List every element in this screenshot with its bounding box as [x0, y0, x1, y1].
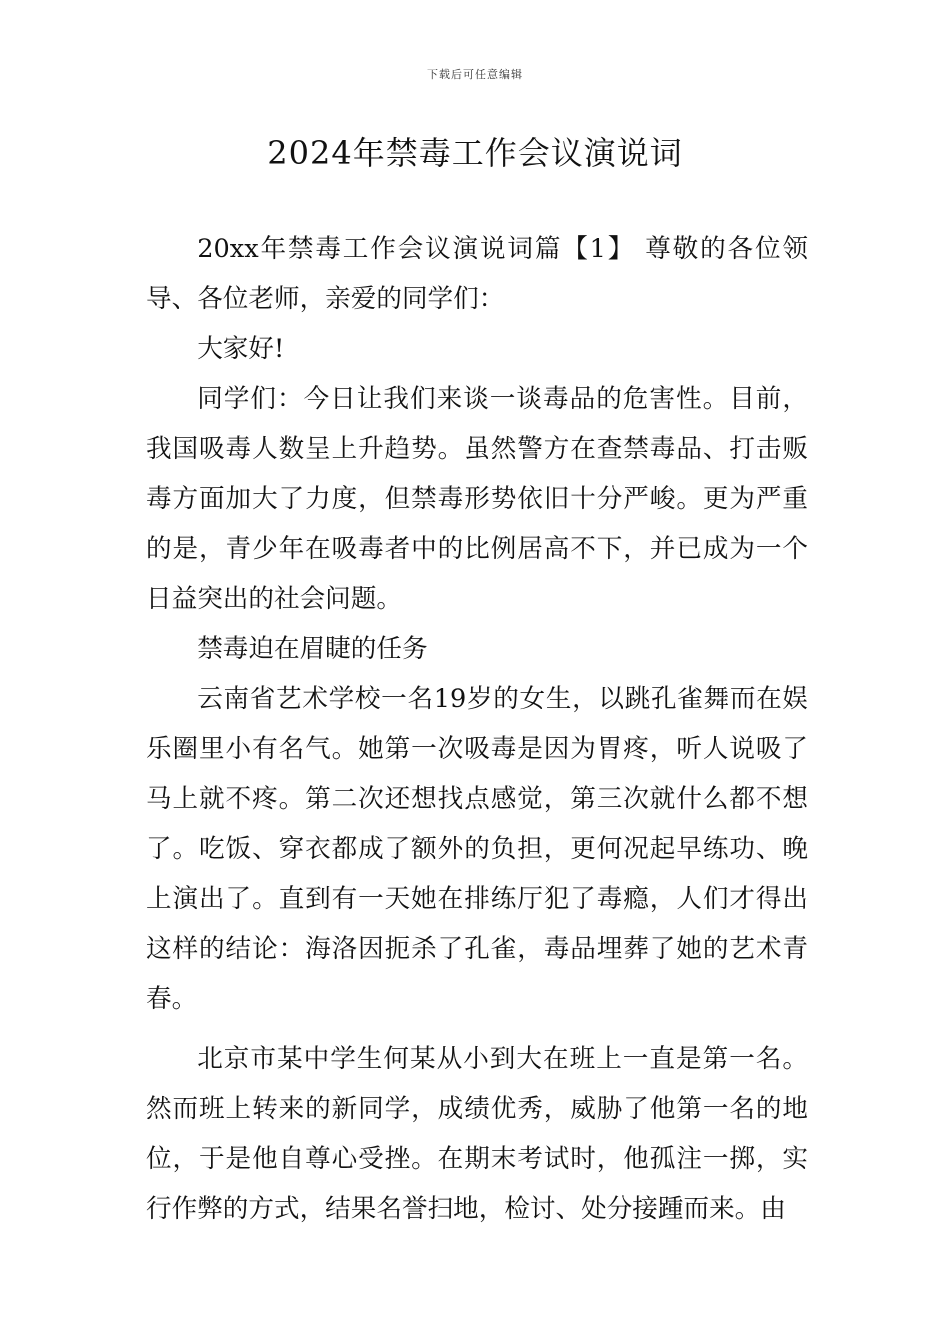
paragraph-intro: 20xx年禁毒工作会议演说词篇【1】 尊敬的各位领导、各位老师，亲爱的同学们：: [146, 234, 808, 314]
paragraph-case-yunnan: 云南省艺术学校一名19岁的女生，以跳孔雀舞而在娱乐圈里小有名气。她第一次吸毒是因为胃疼，听人说吸了马上就不疼。第二次还想找点感觉，第三次就什么都不想了。吃饭、穿衣都成了额外的负担，更何况起早练功、晚上演出了。直到有一天她在排练厅犯了毒瘾，人们才得出这样的结论：海洛因扼杀了孔雀，毒品埋葬了她的艺术青春。: [146, 684, 808, 1014]
paragraph-subheading: 禁毒迫在眉睫的任务: [197, 634, 428, 664]
paragraph-case-beijing: 北京市某中学生何某从小到大在班上一直是第一名。然而班上转来的新同学，成绩优秀，威胁了他第一名的地位，于是他自尊心受挫。在期末考试时，他孤注一掷，实行作弊的方式，结果名誉扫地，检讨、处分接踵而来。由: [146, 1044, 808, 1224]
document-body: [146, 224, 808, 1234]
paragraph-topic: 同学们：今日让我们来谈一谈毒品的危害性。目前，我国吸毒人数呈上升趋势。虽然警方在查禁毒品、打击贩毒方面加大了力度，但禁毒形势依旧十分严峻。更为严重的是，青少年在吸毒者中的比例居高不下，并已成为一个日益突出的社会问题。: [146, 384, 808, 614]
document-title: 2024年禁毒工作会议演说词: [267, 134, 683, 172]
header-note: 下载后可任意编辑: [427, 68, 523, 81]
paragraph-greeting: 大家好!: [197, 334, 285, 364]
